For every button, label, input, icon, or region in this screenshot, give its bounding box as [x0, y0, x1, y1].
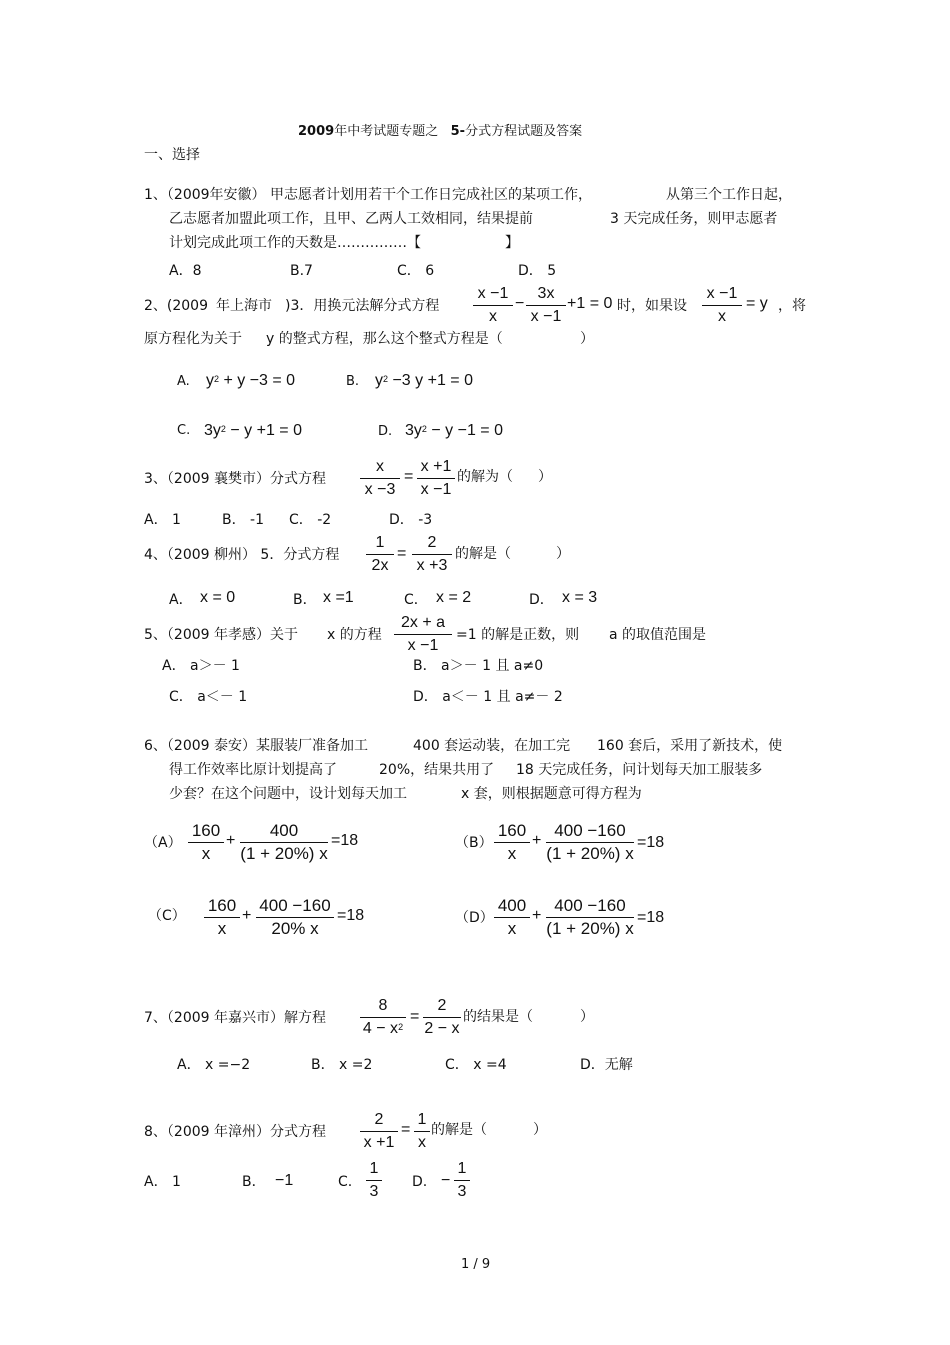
q6-option-b-eq: =18 — [637, 834, 665, 851]
q8-eq: = — [401, 1121, 411, 1138]
q3-f2-num: x +1 — [420, 458, 452, 475]
q4-eq: = — [397, 545, 407, 562]
q7-f2-den: 2 − x — [424, 1020, 460, 1037]
q6-option-d-eq: =18 — [637, 909, 665, 926]
q2-line2b: y 的整式方程，那么这个整式方程是（ — [266, 331, 503, 347]
q3-f1-den: x −3 — [364, 481, 396, 498]
q2-f1-num: x −1 — [477, 285, 509, 302]
q2-prefix: 2、(2009 — [144, 298, 208, 314]
q8-fraction-2 — [414, 1110, 430, 1153]
q6-line1: 6、（2009 泰安）某服装厂准备加工 — [144, 738, 368, 754]
q2-option-c: $3y^2 - y +1 = 0$ — [204, 422, 302, 439]
q2-eq-y: = y — [746, 295, 768, 312]
q2-option-a-label: A. — [177, 374, 190, 389]
q6-option-c-eq: =18 — [337, 907, 365, 924]
q2-option-b: $y^2 -3$ y +1 = 0 — [375, 372, 473, 389]
q4-suffix2: ） — [556, 546, 570, 562]
q2-end: ，将 — [778, 298, 806, 314]
q3-f1-num: x — [376, 458, 384, 475]
q4-f1-num: 1 — [375, 534, 385, 551]
q3-fraction-2 — [417, 457, 455, 500]
q7-eq: = — [410, 1008, 420, 1025]
q6-d-f1-den: x — [507, 919, 517, 938]
q2-c-sup: 2 — [220, 424, 226, 434]
q1-line1: 1、（2009年安徽） 甲志愿者计划用若干个工作日完成社区的某项工作， — [144, 187, 592, 203]
q6-option-a-label: （A） — [144, 835, 182, 851]
q6-line3: 少套？在这个问题中，设计划每天加工 — [169, 786, 407, 802]
q8-prefix: 8、（2009 年漳州）分式方程 — [144, 1124, 326, 1140]
title-num: 5- — [450, 124, 466, 139]
q6-c-f1-den: x — [217, 919, 227, 938]
q2-prefix3: )3．用换元法解分式方程 — [285, 298, 440, 314]
q8-f2-num: 1 — [417, 1111, 427, 1128]
q2-equation-tail: +1 = 0 — [567, 295, 613, 312]
q2-line2a: 原方程化为关于 — [144, 331, 242, 347]
q3-option-a: A． 1 — [144, 512, 181, 528]
q2-f2-den: x −1 — [530, 308, 562, 325]
q6-c-f1-num: 160 — [207, 896, 237, 915]
q8-option-d-label: D. — [412, 1174, 428, 1190]
q2-f3-den: x — [718, 308, 726, 325]
q6-d-f2-den: (1 + 20%) x — [546, 919, 634, 938]
q1-option-c: C． 6 — [397, 263, 435, 279]
q2-prefix2: 年上海市 — [216, 298, 272, 314]
q3-suffix2: ） — [538, 469, 552, 485]
q4-option-b: x =1 — [323, 589, 354, 606]
q4-f1-den: 2x — [371, 557, 389, 574]
q2-minus: − — [515, 295, 525, 312]
q4-f2-den: x +3 — [416, 557, 448, 574]
q7-suffix: 的结果是（ — [463, 1009, 533, 1025]
q6-line1b: 400 套运动装，在加工完 — [413, 738, 571, 754]
q2-option-b-label: B. — [346, 374, 360, 389]
q6-option-a-fraction-2 — [240, 821, 328, 864]
q6-b-f2-den: (1 + 20%) x — [546, 844, 634, 863]
q7-f1-den — [360, 1019, 406, 1039]
q3-option-b: B． -1 — [222, 512, 265, 528]
q2-option-d-label: D. — [378, 424, 393, 439]
q8-d-num: 1 — [457, 1160, 467, 1177]
q5-option-c: C． a＜－ 1 — [169, 689, 248, 705]
q1-line2b: 3 天完成任务，则甲志愿者 — [610, 211, 778, 227]
q5-suffix: a 的取值范围是 — [609, 627, 707, 643]
title-year: 2009 — [298, 124, 335, 139]
q7-option-a: A． x =−2 — [177, 1057, 251, 1073]
q8-option-a: A． 1 — [144, 1174, 181, 1190]
q2-f3-num: x −1 — [706, 285, 738, 302]
q6-option-b-fraction-2 — [546, 821, 634, 864]
q8-c-den: 3 — [369, 1183, 379, 1200]
q5-option-b: B． a＞－ 1 且 a≠0 — [413, 658, 544, 674]
q6-option-d-label: （D） — [455, 910, 494, 926]
q6-a-f1-num: 160 — [191, 821, 221, 840]
q6-option-d-plus: + — [532, 907, 542, 924]
q4-f2-num: 2 — [427, 534, 437, 551]
q6-option-c-fraction-2 — [256, 896, 334, 939]
q5-f1-den: x −1 — [407, 637, 439, 654]
section-heading: 一、选择 — [144, 147, 200, 163]
q1-line3: 计划完成此项工作的天数是……………【 — [169, 235, 421, 251]
q6-d-f2-num: 400 −160 — [554, 896, 626, 915]
q1-line2: 乙志愿者加盟此项工作，且甲、乙两人工效相同，结果提前 — [169, 211, 533, 227]
q1-option-b: B.7 — [290, 263, 313, 279]
q8-f1-num: 2 — [374, 1111, 384, 1128]
q2-option-c-label: C. — [177, 423, 191, 438]
q4-option-d-label: D． — [529, 592, 554, 608]
q6-b-f1-den: x — [507, 844, 517, 863]
q8-fraction-1 — [360, 1110, 398, 1153]
q7-option-c: C． x =4 — [445, 1057, 507, 1073]
q8-f1-den: x +1 — [363, 1134, 395, 1151]
q5-option-d: D． a＜－ 1 且 a≠－ 2 — [413, 689, 563, 705]
q7-f2-num: 2 — [437, 997, 447, 1014]
q3-prefix: 3、（2009 襄樊市）分式方程 — [144, 471, 326, 487]
q4-fraction-1 — [366, 533, 394, 576]
q3-fraction-1 — [360, 457, 400, 500]
q1-option-d: D． 5 — [518, 263, 557, 279]
q6-line2c: 18 天完成任务，问计划每天加工服装多 — [516, 762, 763, 778]
page-title — [298, 123, 582, 141]
q2-line2c: ） — [580, 331, 594, 347]
q4-suffix: 的解是（ — [455, 546, 511, 562]
q1-line1b: 从第三个工作日起， — [666, 187, 792, 203]
q1-line3b: 】 — [505, 235, 519, 251]
q8-option-b-label: B． — [242, 1174, 266, 1190]
q6-d-f1-num: 400 — [497, 896, 527, 915]
q8-f2-den: x — [418, 1134, 426, 1151]
q4-option-a-label: A． — [169, 592, 193, 608]
page-number: 1 / 9 — [461, 1257, 491, 1272]
q8-c-num: 1 — [369, 1160, 379, 1177]
q6-b-f1-num: 160 — [497, 821, 527, 840]
q4-fraction-2 — [412, 533, 452, 576]
q5-f1-num: 2x + a — [400, 614, 446, 631]
q7-prefix: 7、（2009 年嘉兴市）解方程 — [144, 1010, 326, 1026]
q7-fraction-1 — [360, 996, 406, 1039]
q7-suffix2: ） — [580, 1009, 594, 1025]
q7-fraction-2 — [423, 996, 461, 1039]
q2-fraction-1 — [473, 284, 513, 327]
q8-option-d-sign: − — [441, 1172, 451, 1189]
q3-suffix: 的解为（ — [457, 469, 513, 485]
q5-fraction — [394, 613, 452, 656]
q3-f2-den: x −1 — [420, 481, 452, 498]
q3-eq: = — [404, 468, 414, 485]
q6-option-a-plus: + — [226, 832, 236, 849]
q6-line2b: 20%，结果共用了 — [379, 762, 495, 778]
q2-option-a: $y^2 + y -3 = 0$ — [206, 372, 296, 389]
q6-option-a-fraction-1 — [188, 821, 224, 864]
q4-option-c: x = 2 — [436, 589, 472, 606]
q8-d-den: 3 — [457, 1183, 467, 1200]
q6-option-b-plus: + — [532, 832, 542, 849]
q6-option-c-plus: + — [242, 907, 252, 924]
q6-b-f2-num: 400 −160 — [554, 821, 626, 840]
q6-option-b-label: （B） — [455, 835, 493, 851]
q2-mid-text: 时，如果设 — [617, 298, 687, 314]
q7-option-b: B． x =2 — [311, 1057, 373, 1073]
q4-option-c-label: C． — [404, 592, 428, 608]
q4-option-a: x = 0 — [200, 589, 236, 606]
q5-option-a: A． a＞－ 1 — [162, 658, 240, 674]
q6-option-d-fraction-2 — [546, 896, 634, 939]
q8-suffix2: ） — [533, 1122, 547, 1138]
q8-option-d-fraction — [454, 1159, 470, 1202]
q3-option-c: C． -2 — [289, 512, 332, 528]
q7-option-d: D．无解 — [580, 1057, 633, 1073]
q2-f2-num: 3x — [537, 285, 555, 302]
q6-a-f2-num: 400 — [269, 821, 299, 840]
q8-option-c-fraction — [366, 1159, 382, 1202]
q8-option-b: −1 — [275, 1172, 294, 1189]
q6-option-d-fraction-1 — [494, 896, 530, 939]
q1-option-a: A．8 — [169, 263, 202, 279]
q6-option-b-fraction-1 — [494, 821, 530, 864]
q6-line3b: x 套，则根据题意可得方程为 — [461, 786, 642, 802]
q6-line2: 得工作效率比原计划提高了 — [169, 762, 337, 778]
q6-a-f1-den: x — [201, 844, 211, 863]
q8-suffix: 的解是（ — [431, 1122, 487, 1138]
q7-f1-den-text: 4 − x — [362, 1020, 399, 1037]
title-part-b: 分式方程试题及答案 — [465, 124, 583, 139]
q8-option-c-label: C. — [338, 1174, 353, 1190]
q6-option-c-label: （C） — [148, 908, 186, 924]
q6-option-a-eq: =18 — [331, 832, 359, 849]
q4-option-d: x = 3 — [562, 589, 598, 606]
q2-d-sup: 2 — [421, 424, 427, 434]
q5-eq: =1 的解是正数，则 — [456, 627, 580, 643]
q2-option-d: $3y^2 - y -1 = 0$ — [405, 422, 503, 439]
q2-b-sup: 2 — [383, 374, 389, 384]
q4-prefix: 4、（2009 柳州） 5．分式方程 — [144, 547, 340, 563]
q7-f1-num: 8 — [378, 997, 388, 1014]
q3-option-d: D． -3 — [389, 512, 433, 528]
q2-a-sup: 2 — [214, 374, 220, 384]
q6-option-c-fraction-1 — [204, 896, 240, 939]
q4-option-b-label: B． — [293, 592, 317, 608]
q6-c-f2-den: 20% x — [271, 919, 319, 938]
q5-prefix: 5、（2009 年孝感）关于 — [144, 627, 298, 643]
q6-a-f2-den: (1 + 20%) x — [240, 844, 328, 863]
q2-fraction-2 — [526, 284, 566, 327]
q2-fraction-3 — [702, 284, 742, 327]
title-part-a: 年中考试题专题之 — [334, 124, 439, 139]
q6-line1c: 160 套后，采用了新技术，使 — [597, 738, 783, 754]
q6-c-f2-num: 400 −160 — [259, 896, 331, 915]
q2-f1-den: x — [489, 308, 497, 325]
q5-prefix2: x 的方程 — [327, 627, 382, 643]
q7-sup: 2 — [398, 1022, 404, 1032]
